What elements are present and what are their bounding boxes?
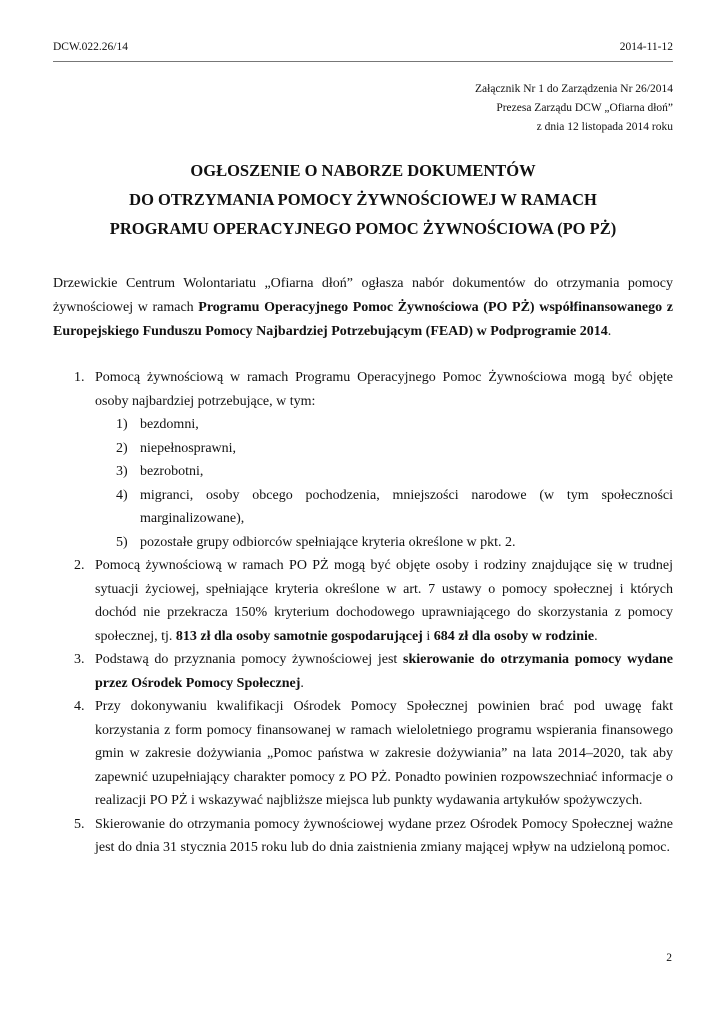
annex-line: z dnia 12 listopada 2014 roku	[536, 121, 673, 133]
sub-list-item	[53, 484, 673, 531]
sub-item-number: 3)	[116, 464, 128, 479]
document-date: 2014-11-12	[619, 41, 673, 53]
title-line: PROGRAMU OPERACYJNEGO POMOC ŻYWNOŚCIOWA (PO PŻ)	[109, 219, 617, 238]
item-text: Pomocą żywnościową w ramach Programu Operacyjnego Pomoc Żywnościowa mogą być objęte osoby najbardziej potrzebujące, w tym:	[95, 370, 673, 409]
sub-list-item	[53, 531, 673, 555]
item-text: Przy dokonywaniu kwalifikacji Ośrodek Pomocy Społecznej powinien brać pod uwagę fakt korzystania z form pomocy finansowanej w ramach wieloletniego programu wspierania finansowego gmin w zakresie dożywiania „Pomoc państwa w zakresie dożywiania” na lata 2014–2020, tak aby zapewnić uzupełniający charakter pomocy z PO PŻ. Ponadto powinien rozpowszechniać informacje o realizacji PO PŻ i wskazywać najbliższe miejsca lub punkty wydawania artykułów spożywczych.	[95, 699, 673, 808]
item-text: Pomocą żywnościową w ramach PO PŻ mogą być objęte osoby i rodziny znajdujące się w trudnej sytuacji życiowej, spełniające kryteria określone w art. 7 ustawy o pomocy społecznej i których dochód nie przekracza 150% kryterium dochodowego uprawniającego do skorzystania z pomocy społecznej, tj.	[95, 558, 673, 644]
page-header	[53, 41, 673, 55]
sub-item-text: bezdomni,	[140, 417, 199, 432]
item-text-end: .	[300, 675, 304, 691]
income-threshold-single: 813 zł dla osoby samotnie gospodarującej	[175, 628, 423, 644]
item-number: 2.	[74, 558, 85, 573]
sub-item-text: bezrobotni,	[140, 464, 204, 479]
annex-line: Załącznik Nr 1 do Zarządzenia Nr 26/2014	[475, 83, 673, 95]
list-item	[53, 695, 673, 813]
intro-text-end: .	[607, 324, 612, 339]
sub-item-number: 4)	[116, 487, 128, 503]
list-item	[53, 366, 673, 413]
sub-item-number: 2)	[116, 440, 128, 456]
list-item	[53, 813, 673, 860]
sub-list-item	[53, 413, 673, 437]
income-threshold-family: 684 zł dla osoby w rodzinie	[433, 628, 595, 644]
item-text: Podstawą do przyznania pomocy żywnościowej jest	[95, 652, 404, 667]
item-number: 1.	[74, 370, 85, 385]
document-reference: DCW.022.26/14	[53, 41, 128, 53]
list-item	[53, 554, 673, 648]
item-text: Skierowanie do otrzymania pomocy żywnościowej wydane przez Ośrodek Pomocy Społecznej ważne jest do dnia 31 stycznia 2015 roku lub do dnia zaistnienia zmiany mającej wpływ na udzieloną pomoc.	[95, 816, 673, 855]
item-number: 3.	[74, 652, 85, 667]
title-line: DO OTRZYMANIA POMOCY ŻYWNOŚCIOWEJ W RAMACH	[129, 190, 597, 209]
sub-item-number: 5)	[116, 534, 128, 550]
intro-paragraph	[53, 272, 673, 344]
item-number: 4.	[74, 699, 85, 714]
sub-item-text: niepełnosprawni,	[140, 440, 237, 456]
item-number: 5.	[74, 816, 85, 832]
annex-line: Prezesa Zarządu DCW „Ofiarna dłoń”	[496, 102, 673, 114]
list-item	[53, 648, 673, 695]
title-line: OGŁOSZENIE O NABORZE DOKUMENTÓW	[190, 161, 536, 180]
intro-text: Drzewickie Centrum Wolontariatu „Ofiarna dłoń” ogłasza nabór dokumentów do otrzymania pomocy żywnościowej w ramach	[53, 276, 673, 315]
page-number: 2	[666, 952, 672, 964]
sub-item-number: 1)	[116, 417, 128, 432]
sub-list-item	[53, 437, 673, 461]
referral-requirement: skierowanie do otrzymania pomocy wydane przez Ośrodek Pomocy Społecznej	[95, 652, 673, 691]
header-divider	[53, 61, 673, 62]
numbered-list	[53, 366, 673, 860]
item-text: i	[422, 628, 434, 644]
sub-item-text: pozostałe grupy odbiorców spełniające kryteria określone w pkt. 2.	[140, 534, 516, 550]
item-text-end: .	[594, 628, 598, 644]
intro-program-name: Programu Operacyjnego Pomoc Żywnościowa (PO PŻ) współfinansowanego z Europejskiego Funduszu Pomocy Najbardziej Potrzebującym (FEAD) w Podprogramie 2014	[53, 300, 673, 339]
sub-item-text: migranci, osoby obcego pochodzenia, mniejszości narodowe (w tym społeczności marginalizowane),	[140, 487, 673, 526]
sub-list-item	[53, 460, 673, 484]
annex-note	[273, 80, 673, 137]
announcement-title	[53, 156, 673, 243]
